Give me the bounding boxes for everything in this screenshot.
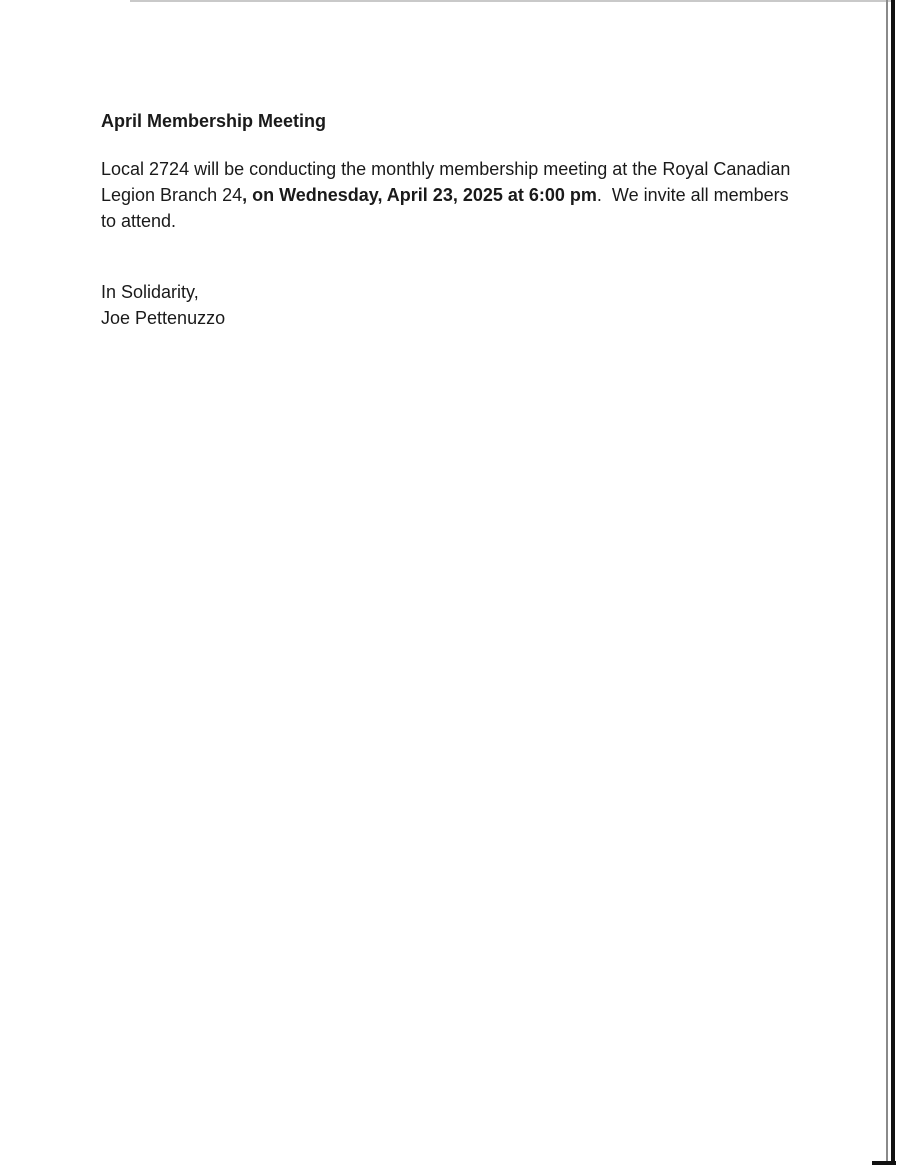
scan-top-edge: [130, 0, 895, 2]
page-title: April Membership Meeting: [101, 111, 327, 131]
scan-right-shadow: [886, 0, 888, 1165]
scan-right-edge: [891, 0, 895, 1165]
letter-content: [101, 108, 801, 331]
closing-salutation: In Solidarity,: [101, 282, 199, 302]
paragraph-text-2: . We invite all members to attend.: [101, 185, 794, 231]
paragraph-text-1: Local 2724 will be conducting the monthly membership meeting at the Royal Canadian Legion Branch 24: [101, 159, 791, 205]
paragraph-date-time: , on Wednesday, April 23, 2025 at 6:00 pm: [242, 185, 597, 205]
closing-block: [101, 279, 801, 331]
scan-corner-mark: [872, 1161, 896, 1165]
signature-name: Joe Pettenuzzo: [101, 308, 226, 328]
meeting-paragraph: [101, 156, 801, 234]
